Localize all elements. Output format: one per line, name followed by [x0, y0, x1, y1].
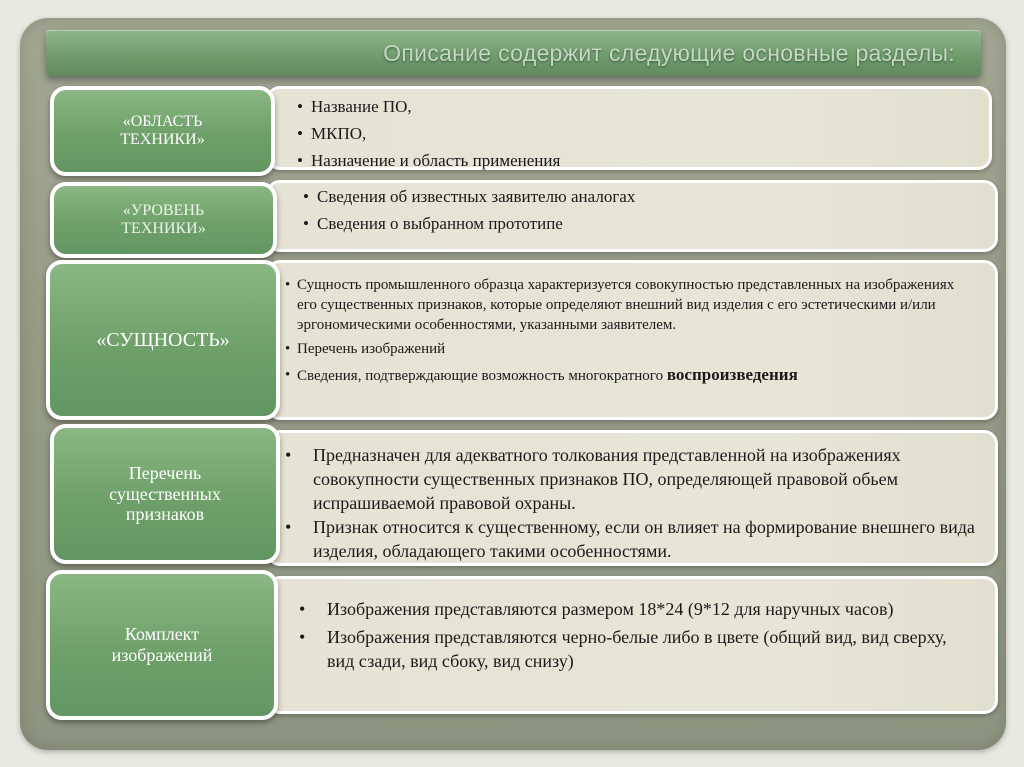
- section-label-sushnost: «СУЩНОСТЬ»: [46, 260, 280, 420]
- title-bar: [46, 30, 981, 76]
- list-item: • Сведения об известных заявителю аналогах: [303, 187, 636, 206]
- section-content-uroven: [266, 180, 998, 252]
- list-item: • МКПО,: [297, 124, 367, 143]
- list-item: • Сведения о выбранном прототипе: [303, 214, 563, 233]
- list-item: • Сведения, подтверждающие возможность многократного воспроизведения: [285, 365, 798, 384]
- list-item: • Признак относится к существенному, если он влияет на формирование внешнего вида изделия, обладающего такими особенностями.: [285, 517, 975, 561]
- list-item: • Название ПО,: [297, 97, 412, 116]
- slide-title: Описание содержит следующие основные разделы:: [383, 40, 955, 66]
- section-content-oblast: [266, 86, 992, 170]
- section-label-uroven: «УРОВЕНЬ ТЕХНИКИ»: [50, 182, 277, 258]
- section-content-komplekt: [266, 576, 998, 714]
- section-content-perechen: [266, 430, 998, 566]
- list-item: • Изображения представляются черно-белые либо в цвете (общий вид, вид сверху, вид сзади, вид сбоку, вид снизу): [299, 627, 947, 671]
- section-content-sushnost: [266, 260, 998, 420]
- list-item: • Предназначен для адекватного толкования представленной на изображениях совокупности существенных признаков ПО, определяющей правовой обьем испрашиваемой правовой охраны.: [285, 445, 901, 513]
- section-label-komplekt: Комплект изображений: [46, 570, 278, 720]
- list-item: • Перечень изображений: [285, 341, 446, 357]
- section-label-oblast: «ОБЛАСТЬ ТЕХНИКИ»: [50, 86, 275, 176]
- list-item: • Назначение и область применения: [297, 151, 561, 170]
- section-label-perechen: Перечень существенных признаков: [50, 424, 280, 564]
- list-item: • Сущность промышленного образца характеризуется совокупностью представленных на изображениях его существенных признаков, которые определяют внешний вид изделия с его эстетическими и/или эргономическими особенностями, указанными заявителем.: [285, 277, 955, 333]
- list-item: • Изображения представляются размером 18*24 (9*12 для наручных часов): [299, 599, 894, 619]
